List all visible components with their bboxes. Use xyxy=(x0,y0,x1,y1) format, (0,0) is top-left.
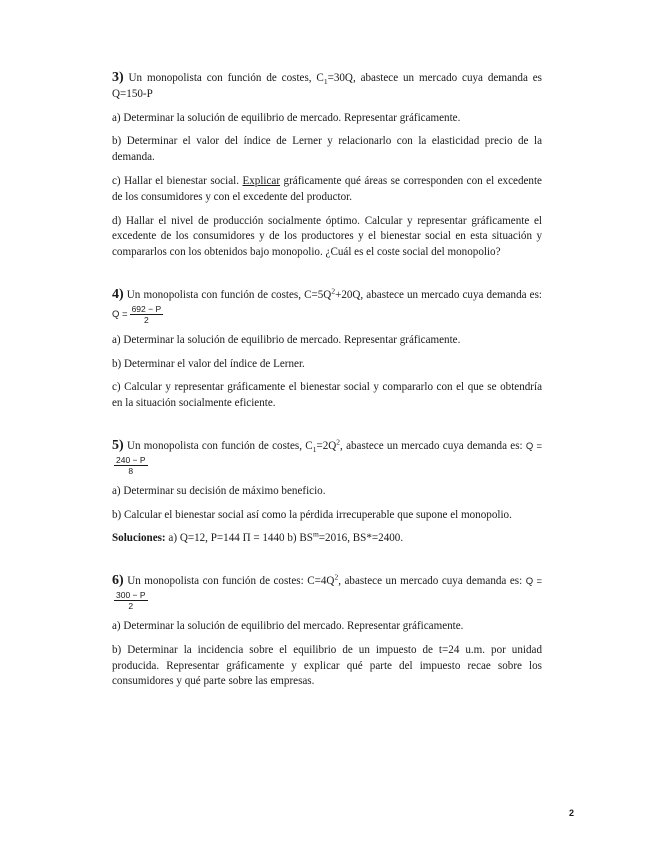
exercise-3-part-c xyxy=(112,174,542,206)
fraction-numerator: 692 − P xyxy=(131,303,162,314)
equation-lhs: Q = xyxy=(112,308,128,320)
fraction-numerator: 300 − P xyxy=(116,589,146,600)
exercise-6-part-b: b) Determinar la incidencia sobre el equilibrio de un impuesto de t=24 u.m. por unidad producida. Representar gráficamente y explicar qué parte del impuesto recae sobre los consumidores y qué parte sobre las empresas. xyxy=(112,643,542,688)
equation-lhs: Q = xyxy=(525,576,542,588)
fraction-numerator: 240 − P xyxy=(116,454,146,465)
superscript: m xyxy=(312,529,319,539)
superscript: 2 xyxy=(331,286,336,296)
exercise-4-part-c: c) Calcular y representar gráficamente el bienestar social y compararlo con el que se obtendría en la situación socialmente eficiente. xyxy=(112,381,542,410)
statement-text: Un monopolista con función de costes, C xyxy=(128,72,324,84)
part-text: c) Hallar el bienestar social. xyxy=(112,174,239,187)
exercise-3-part-d: d) Hallar el nivel de producción socialmente óptimo. Calcular y representar gráficamente el excedente de los consumidores y de los productores y el bienestar social en esta situación y compararlos con los obtenidos bajo monopolio. ¿Cuál es el coste social del monopolio? xyxy=(112,214,542,259)
demand-fraction xyxy=(114,455,148,476)
fraction-denominator: 2 xyxy=(143,314,149,325)
superscript: 2 xyxy=(334,572,339,582)
fraction-denominator: 8 xyxy=(128,465,134,476)
document-body xyxy=(112,70,542,690)
exercise-3-part-b: b) Determinar el valor del índice de Lerner y relacionarlo con la elasticidad precio de la demanda. xyxy=(112,135,542,164)
statement-text: , abastece un mercado cuya demanda es: xyxy=(338,575,523,588)
page-number: 2 xyxy=(569,808,575,818)
solutions-label: Soluciones: xyxy=(112,532,166,545)
demand-fraction xyxy=(130,304,164,325)
statement-text: Un monopolista con función de costes, C=5Q xyxy=(126,288,332,301)
solutions-text: a) Q=12, P=144 Π = 1440 b) BS xyxy=(168,532,313,545)
statement-text: , abastece un mercado cuya demanda es: xyxy=(340,439,523,452)
solutions-text: =2016, BS*=2400. xyxy=(318,532,404,545)
exercise-5-solutions xyxy=(112,531,542,547)
exercise-5-statement xyxy=(112,438,542,476)
statement-text: Un monopolista con función de costes, C xyxy=(126,439,313,452)
statement-text: Un monopolista con función de costes: C=4Q xyxy=(127,575,335,588)
fraction-denominator: 2 xyxy=(128,600,134,611)
exercise-4-part-b: b) Determinar el valor del índice de Lerner. xyxy=(112,357,305,370)
exercise-number: 5) xyxy=(112,437,124,453)
exercise-3-part-a: a) Determinar la solución de equilibrio de mercado. Representar gráficamente. xyxy=(112,111,461,124)
exercise-number: 3) xyxy=(112,70,124,85)
underlined-word: Explicar xyxy=(242,174,281,187)
exercise-number: 4) xyxy=(112,286,124,302)
exercise-number: 6) xyxy=(112,573,124,589)
superscript: 2 xyxy=(336,437,341,447)
demand-fraction xyxy=(114,590,148,611)
statement-text: =2Q xyxy=(316,439,337,452)
exercise-5-part-b: b) Calcular el bienestar social así como la pérdida irrecuperable que supone el monopolio. xyxy=(112,508,512,521)
statement-text: +20Q, abastece un mercado cuya demanda es: xyxy=(335,288,542,301)
exercise-4-statement xyxy=(112,287,542,325)
equation-lhs: Q = xyxy=(525,440,543,452)
exercise-3-statement xyxy=(112,70,542,103)
exercise-5-part-a: a) Determinar su decisión de máximo beneficio. xyxy=(112,484,326,497)
exercise-4-part-a: a) Determinar la solución de equilibrio de mercado. Representar gráficamente. xyxy=(112,333,461,346)
subscript: 1 xyxy=(323,77,328,87)
subscript: 1 xyxy=(312,445,317,455)
exercise-6-statement xyxy=(112,573,542,611)
exercise-6-part-a: a) Determinar la solución de equilibrio del mercado. Representar gráficamente. xyxy=(112,619,464,632)
part-text: gráficamente qué áreas se corresponden con el excedente de los consumidores y con el excedente del productor. xyxy=(112,174,542,203)
statement-text: =30Q, abastece un mercado cuya demanda es Q=150-P xyxy=(112,72,542,100)
